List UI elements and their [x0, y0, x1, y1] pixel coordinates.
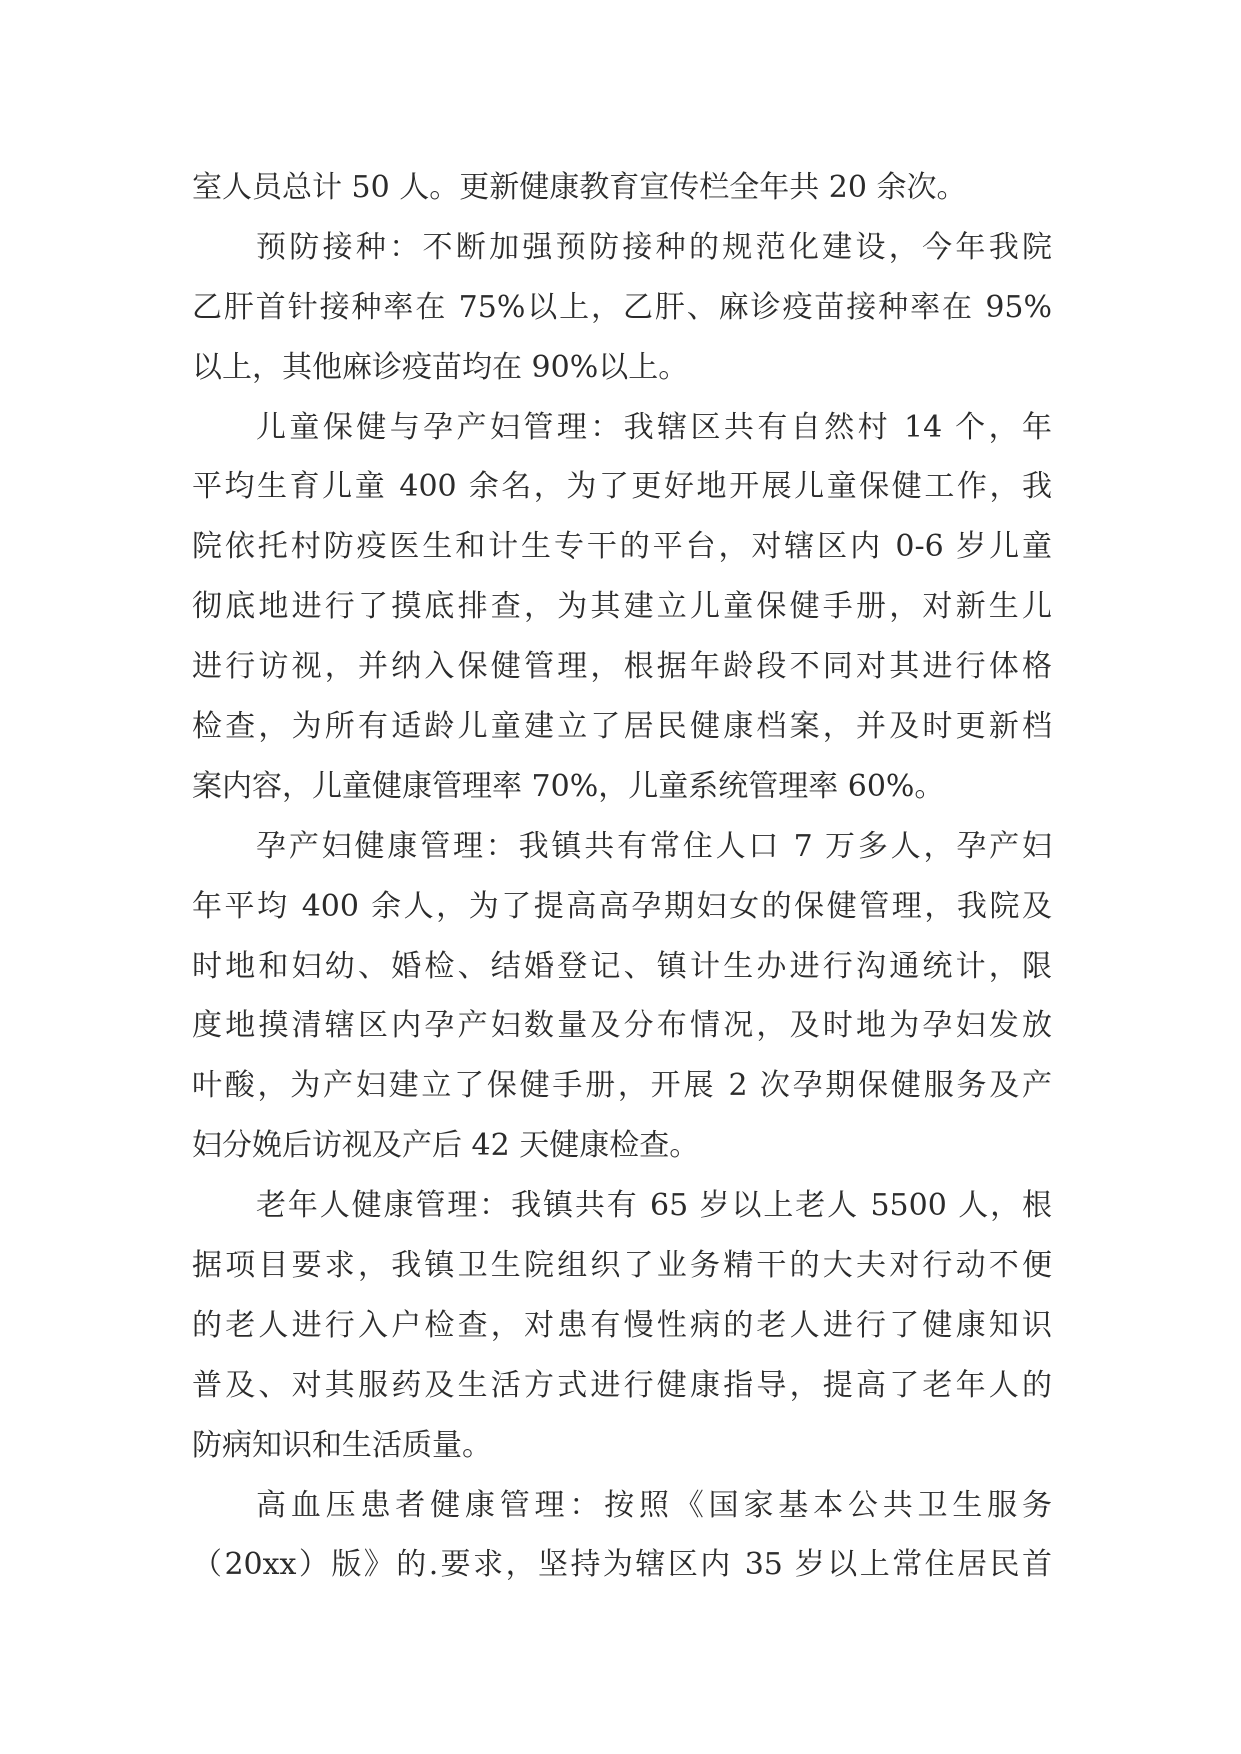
text-line: 普及、对其服药及生活方式进行健康指导，提高了老年人的: [192, 1367, 1052, 1403]
text-line: 叶酸，为产妇建立了保健手册，开展 2 次孕期保健服务及产: [192, 1068, 1052, 1104]
text-line: 案内容，儿童健康管理率 70%，儿童系统管理率 60%。: [192, 768, 945, 804]
text-line: 孕产妇健康管理：我镇共有常住人口 7 万多人，孕产妇: [256, 828, 1052, 864]
text-line: 乙肝首针接种率在 75%以上，乙肝、麻诊疫苗接种率在 95%: [192, 289, 1052, 325]
text-line: 进行访视，并纳入保健管理，根据年龄段不同对其进行体格: [192, 649, 1052, 685]
text-line: 度地摸清辖区内孕产妇数量及分布情况，及时地为孕妇发放: [192, 1008, 1052, 1044]
text-line: 儿童保健与孕产妇管理：我辖区共有自然村 14 个，年: [256, 409, 1052, 445]
text-line: 彻底地进行了摸底排查，为其建立儿童保健手册，对新生儿: [192, 589, 1052, 625]
text-line: 妇分娩后访视及产后 42 天健康检查。: [192, 1128, 700, 1164]
text-line: 的老人进行入户检查，对患有慢性病的老人进行了健康知识: [192, 1307, 1052, 1343]
text-line: 院依托村防疫医生和计生专干的平台，对辖区内 0-6 岁儿童: [192, 529, 1052, 565]
text-line: 时地和妇幼、婚检、结婚登记、镇计生办进行沟通统计，限: [192, 948, 1052, 984]
text-line: 据项目要求，我镇卫生院组织了业务精干的大夫对行动不便: [192, 1248, 1052, 1284]
text-line: 预防接种：不断加强预防接种的规范化建设，今年我院: [256, 229, 1052, 265]
text-line: 老年人健康管理：我镇共有 65 岁以上老人 5500 人，根: [256, 1188, 1052, 1224]
text-line: 高血压患者健康管理：按照《国家基本公共卫生服务: [256, 1487, 1052, 1523]
text-line: 检查，为所有适龄儿童建立了居民健康档案，并及时更新档: [192, 709, 1052, 745]
text-line: 年平均 400 余人，为了提高高孕期妇女的保健管理，我院及: [192, 888, 1052, 924]
text-line: （20xx）版》的.要求，坚持为辖区内 35 岁以上常住居民首: [192, 1547, 1052, 1583]
text-line: 平均生育儿童 400 余名，为了更好地开展儿童保健工作，我: [192, 469, 1052, 505]
text-line: 以上，其他麻诊疫苗均在 90%以上。: [192, 349, 689, 385]
document-body: [192, 158, 1052, 1595]
text-line: 室人员总计 50 人。更新健康教育宣传栏全年共 20 余次。: [192, 170, 967, 205]
text-line: 防病知识和生活质量。: [192, 1427, 492, 1463]
